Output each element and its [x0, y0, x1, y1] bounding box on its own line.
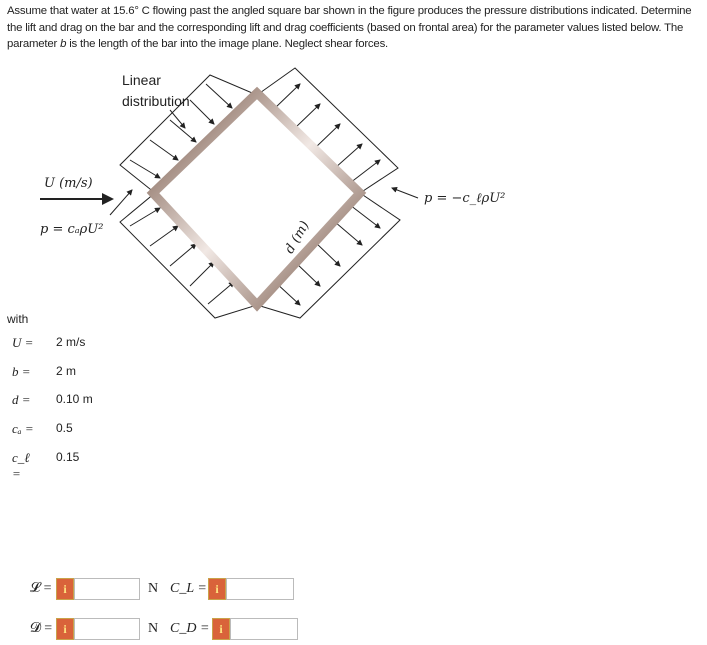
info-icon[interactable]: i [56, 618, 74, 640]
param-U: U = 2 m/s [12, 335, 86, 350]
velocity-label: U (m/s) [44, 176, 93, 191]
back-pressure-label: p = −c_ℓρU² [424, 191, 506, 206]
lift-row: 𝓛 = i N C_L = i [30, 578, 294, 600]
info-icon[interactable]: i [212, 618, 230, 640]
lift-input[interactable] [74, 578, 140, 600]
lift-coefficient-input[interactable] [226, 578, 294, 600]
info-icon[interactable]: i [208, 578, 226, 600]
param-cl: c_ℓ = 0.15 [12, 450, 80, 481]
drag-row: 𝓓 = i N C_D = i [30, 618, 298, 640]
param-d: d = 0.10 m [12, 392, 93, 407]
drag-coefficient-input[interactable] [230, 618, 298, 640]
info-icon[interactable]: i [56, 578, 74, 600]
param-b: b = 2 m [12, 364, 77, 379]
drag-input[interactable] [74, 618, 140, 640]
param-ca: cₐ = 0.5 [12, 421, 73, 436]
front-pressure-label: p = cₐρU² [40, 222, 104, 237]
d-dimension-label: d (m) [282, 218, 313, 257]
square-bar-figure [0, 0, 707, 320]
with-label: with [7, 312, 29, 326]
problem-statement: Assume that water at 15.6° C flowing past the angled square bar shown in the figure produces the pressure distributions indicated. Determine the lift and drag on the bar and the corresponding lift and drag coefficients (based on frontal area) for the parameter values listed below. The parameter b is the length of the bar into the image plane. Neglect shear forces. [7, 5, 692, 50]
linear-distribution-label: Linear distribution [122, 72, 190, 109]
